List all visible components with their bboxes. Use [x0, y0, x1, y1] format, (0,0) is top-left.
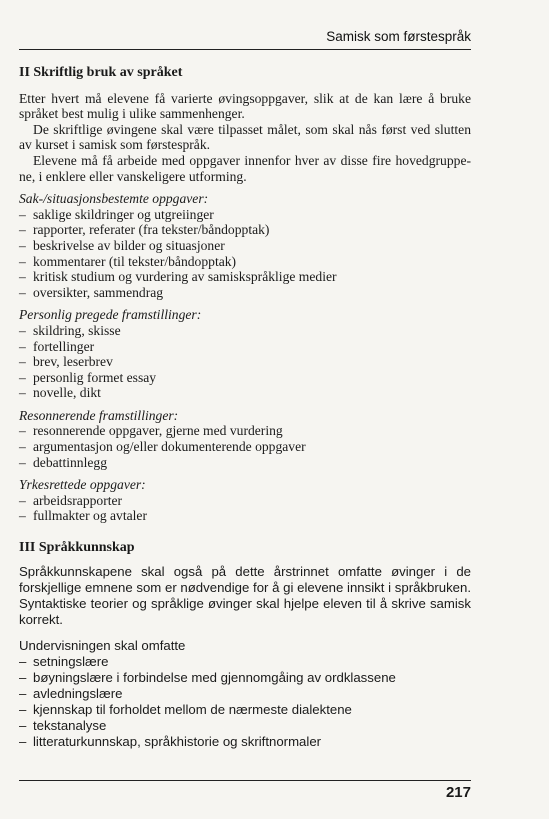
list-item: – kommentarer (til tekster/båndopptak)	[19, 254, 471, 270]
footer-rule	[19, 780, 471, 781]
list-lead: Undervisningen skal omfatte	[19, 637, 186, 653]
list-item: – argumentasjon og/eller dokumenterende oppgaver	[19, 439, 471, 455]
list-item: – kritisk studium og vurdering av samiskspråklige medier	[19, 269, 471, 285]
list-item: – personlig formet essay	[19, 370, 471, 386]
list-item: – kjennskap til forholdet mellom de nærmeste dialektene	[19, 702, 471, 718]
task-list	[19, 423, 471, 470]
list-item: – debattinnlegg	[19, 455, 471, 471]
task-group-resonnerende	[19, 408, 471, 470]
group-title: Personlig pregede framstillinger:	[19, 307, 202, 323]
list-item: – resonnerende oppgaver, gjerne med vurdering	[19, 423, 471, 439]
curriculum-list	[19, 654, 471, 750]
header-rule	[19, 49, 471, 50]
list-item: – skildring, skisse	[19, 323, 471, 339]
list-item: – tekstanalyse	[19, 718, 471, 734]
section-heading-sprakkunnskap: III Språkkunnskap	[19, 540, 135, 556]
list-item: – litteraturkunnskap, språkhistorie og skriftnormaler	[19, 734, 471, 750]
group-title: Sak-/situasjonsbestemte oppgaver:	[19, 191, 209, 207]
list-item: – beskrivelse av bilder og situasjoner	[19, 238, 471, 254]
paragraph: Etter hvert må elevene få varierte øvingsoppgaver, slik at de kan lære å bruke språket best mulig i ulike sammenhenger.	[19, 90, 471, 122]
list-item: – fullmakter og avtaler	[19, 508, 471, 524]
list-item: – fortellinger	[19, 339, 471, 355]
list-item: – oversikter, sammendrag	[19, 285, 471, 301]
paragraph: De skriftlige øvingene skal være tilpasset målet, som skal nås først ved slutten av kurset i samisk som førstespråk.	[19, 121, 471, 153]
task-group-personlig	[19, 307, 471, 401]
paragraph: Elevene må få arbeide med oppgaver innenfor hver av disse fire hovedgruppe-ne, i enklere eller vanskeligere utforming.	[19, 152, 471, 184]
list-item: – novelle, dikt	[19, 385, 471, 401]
task-group-sak	[19, 191, 471, 300]
task-list	[19, 323, 471, 401]
running-header: Samisk som førstespråk	[326, 29, 471, 44]
sprakkunnskap-body	[19, 564, 471, 750]
group-title: Resonnerende framstillinger:	[19, 407, 179, 423]
task-group-yrkesrettede	[19, 477, 471, 524]
section-heading-skriftlig: II Skriftlig bruk av språket	[19, 65, 183, 80]
list-item: – brev, leserbrev	[19, 354, 471, 370]
paragraph: Språkkunnskapene skal også på dette årstrinnet omfatte øvinger i de forskjellige emnene som er nødvendige for å gi elevene innsikt i språkbruken. Syntaktiske teorier og språklige øvinger skal hjelpe eleven til å skrive samisk korrekt.	[19, 563, 471, 627]
task-list	[19, 493, 471, 524]
document-page	[19, 0, 471, 819]
page-number: 217	[445, 784, 471, 801]
list-item: – bøyningslære i forbindelse med gjennomgåing av ordklassene	[19, 670, 471, 686]
page-content	[19, 62, 471, 750]
list-item: – setningslære	[19, 654, 471, 670]
list-item: – saklige skildringer og utgreiinger	[19, 207, 471, 223]
list-item: – rapporter, referater (fra tekster/båndopptak)	[19, 222, 471, 238]
group-title: Yrkesrettede oppgaver:	[19, 477, 146, 493]
list-item: – avledningslære	[19, 686, 471, 702]
list-item: – arbeidsrapporter	[19, 493, 471, 509]
task-list	[19, 207, 471, 301]
